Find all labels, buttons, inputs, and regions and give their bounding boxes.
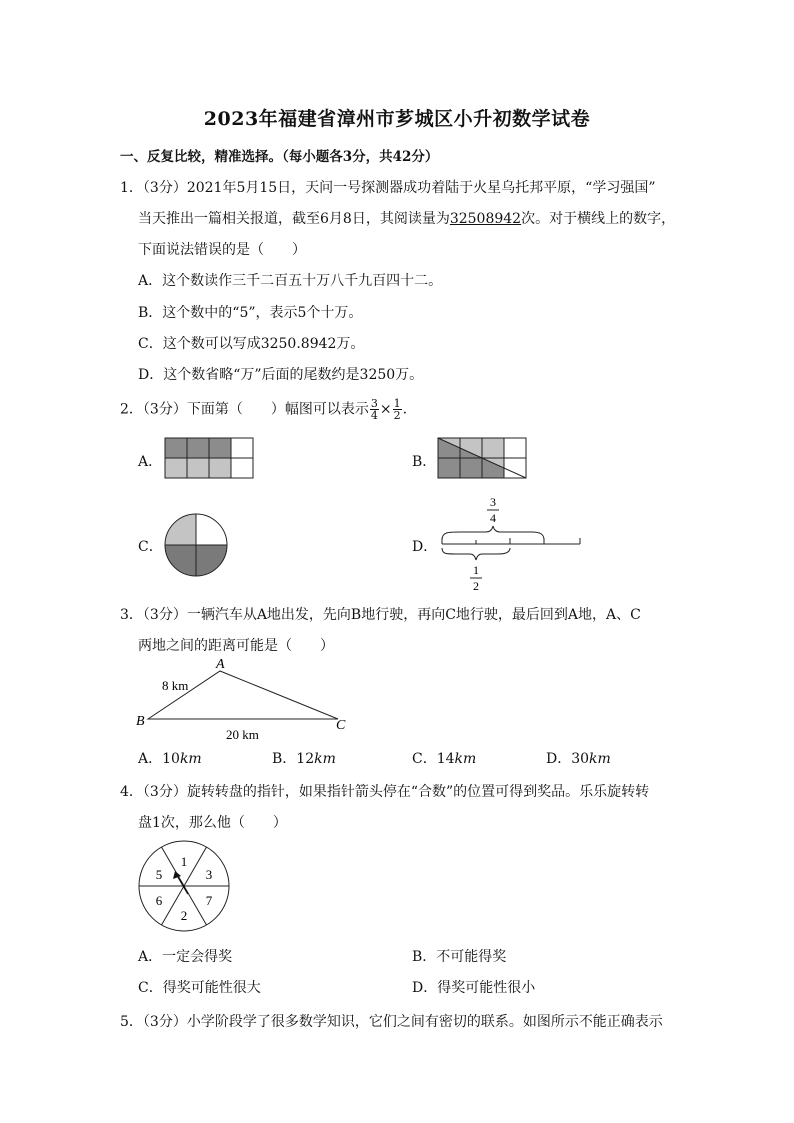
q3-label-bc: 20 km xyxy=(226,727,259,742)
q3-vertex-c: C xyxy=(336,718,346,733)
spinner-sector-7: 7 xyxy=(205,893,213,908)
section-heading: 一、反复比较，精准选择。（每小题各3分，共42分） xyxy=(120,149,439,165)
q2-fraction-1-2: $\frac{1}{2}$ xyxy=(393,397,401,422)
q3-triangle-figure xyxy=(134,654,350,744)
q3-line2: 两地之间的距离可能是（ ） xyxy=(138,638,334,654)
q4-option-b[interactable]: B．不可能得奖 xyxy=(412,949,507,965)
q4-option-c[interactable]: C．得奖可能性很大 xyxy=(138,980,261,996)
q2-figure-a[interactable] xyxy=(164,437,256,481)
q3-option-a[interactable]: A．10km xyxy=(138,751,202,767)
q4-line1: 4．（3分）旋转转盘的指针，如果指针箭头停在“合数”的位置可得到奖品。乐乐旋转转 xyxy=(120,784,650,800)
spinner-sector-5: 5 xyxy=(155,867,163,882)
q1-option-c[interactable]: C．这个数可以写成3250.8942万。 xyxy=(138,336,365,352)
q1-option-d[interactable]: D．这个数省略“万”后面的尾数约是3250万。 xyxy=(138,367,424,383)
q4-line2: 盘1次，那么他（ ） xyxy=(138,815,287,831)
q1-option-b[interactable]: B．这个数中的“5”，表示5个十万。 xyxy=(138,305,363,321)
q4-option-d[interactable]: D．得奖可能性很小 xyxy=(412,980,536,996)
page-title: 2023年福建省漳州市芗城区小升初数学试卷 xyxy=(203,108,591,130)
q4-option-a[interactable]: A．一定会得奖 xyxy=(138,949,233,965)
q2-stem: 2．（3分）下面第（ ）幅图可以表示 $\frac{3}{4}$ × $\frac{1}{2}$ . xyxy=(120,397,408,422)
q3-option-b[interactable]: B．12km xyxy=(272,751,336,767)
q2-option-c-label[interactable]: C． xyxy=(138,539,163,555)
q3-line1: 3．（3分）一辆汽车从A地出发，先向B地行驶，再向C地行驶，最后回到A地，A、C xyxy=(120,607,641,623)
q2-stem-text: 2．（3分）下面第（ ）幅图可以表示 xyxy=(120,401,369,418)
q1-line2 xyxy=(138,208,675,228)
spinner-sector-6: 6 xyxy=(155,893,163,908)
q2-times-sign: × xyxy=(379,401,392,418)
q2-d-top-denominator: 4 xyxy=(490,511,496,525)
spinner-sector-2: 2 xyxy=(180,908,188,923)
q1-line3: 下面说法错误的是（ ） xyxy=(138,242,306,258)
spinner-sector-3: 3 xyxy=(205,867,213,882)
q3-vertex-a: A xyxy=(216,657,225,672)
q1-option-a[interactable]: A．这个数读作三千二百五十万八千九百四十二。 xyxy=(138,273,443,289)
q2-option-b-label[interactable]: B． xyxy=(412,454,437,470)
q2-d-top-numerator: 3 xyxy=(490,495,496,509)
q2-d-bottom-denominator: 2 xyxy=(473,579,479,593)
q1-underlined-number: 32508942 xyxy=(449,211,522,227)
q2-d-bottom-numerator: 1 xyxy=(473,563,479,577)
q1-line1: 1．（3分）2021年5月15日，天问一号探测器成功着陆于火星乌托邦平原，“学习强国” xyxy=(120,180,656,196)
q5-line1: 5．（3分）小学阶段学了很多数学知识，它们之间有密切的联系。如图所示不能正确表示 xyxy=(120,1014,663,1030)
spinner-sector-1: 1 xyxy=(180,854,188,869)
q2-figure-d[interactable] xyxy=(436,492,586,596)
q2-option-a-label[interactable]: A． xyxy=(138,454,163,470)
q1-line2-pre: 当天推出一篇相关报道，截至6月8日，其阅读量为 xyxy=(138,211,450,227)
q3-label-ab: 8 km xyxy=(162,678,189,693)
q3-option-c[interactable]: C．14km xyxy=(412,751,477,767)
q2-option-d-label[interactable]: D． xyxy=(412,539,438,555)
q2-figure-b[interactable] xyxy=(437,437,529,481)
q2-fraction-3-4: $\frac{3}{4}$ xyxy=(370,397,378,422)
q1-line2-post: 次。对于横线上的数字， xyxy=(521,211,676,227)
q3-option-d[interactable]: D．30km xyxy=(546,751,611,767)
q4-spinner-figure xyxy=(136,838,234,936)
q2-figure-c[interactable] xyxy=(163,512,229,578)
q3-vertex-b: B xyxy=(136,714,145,729)
